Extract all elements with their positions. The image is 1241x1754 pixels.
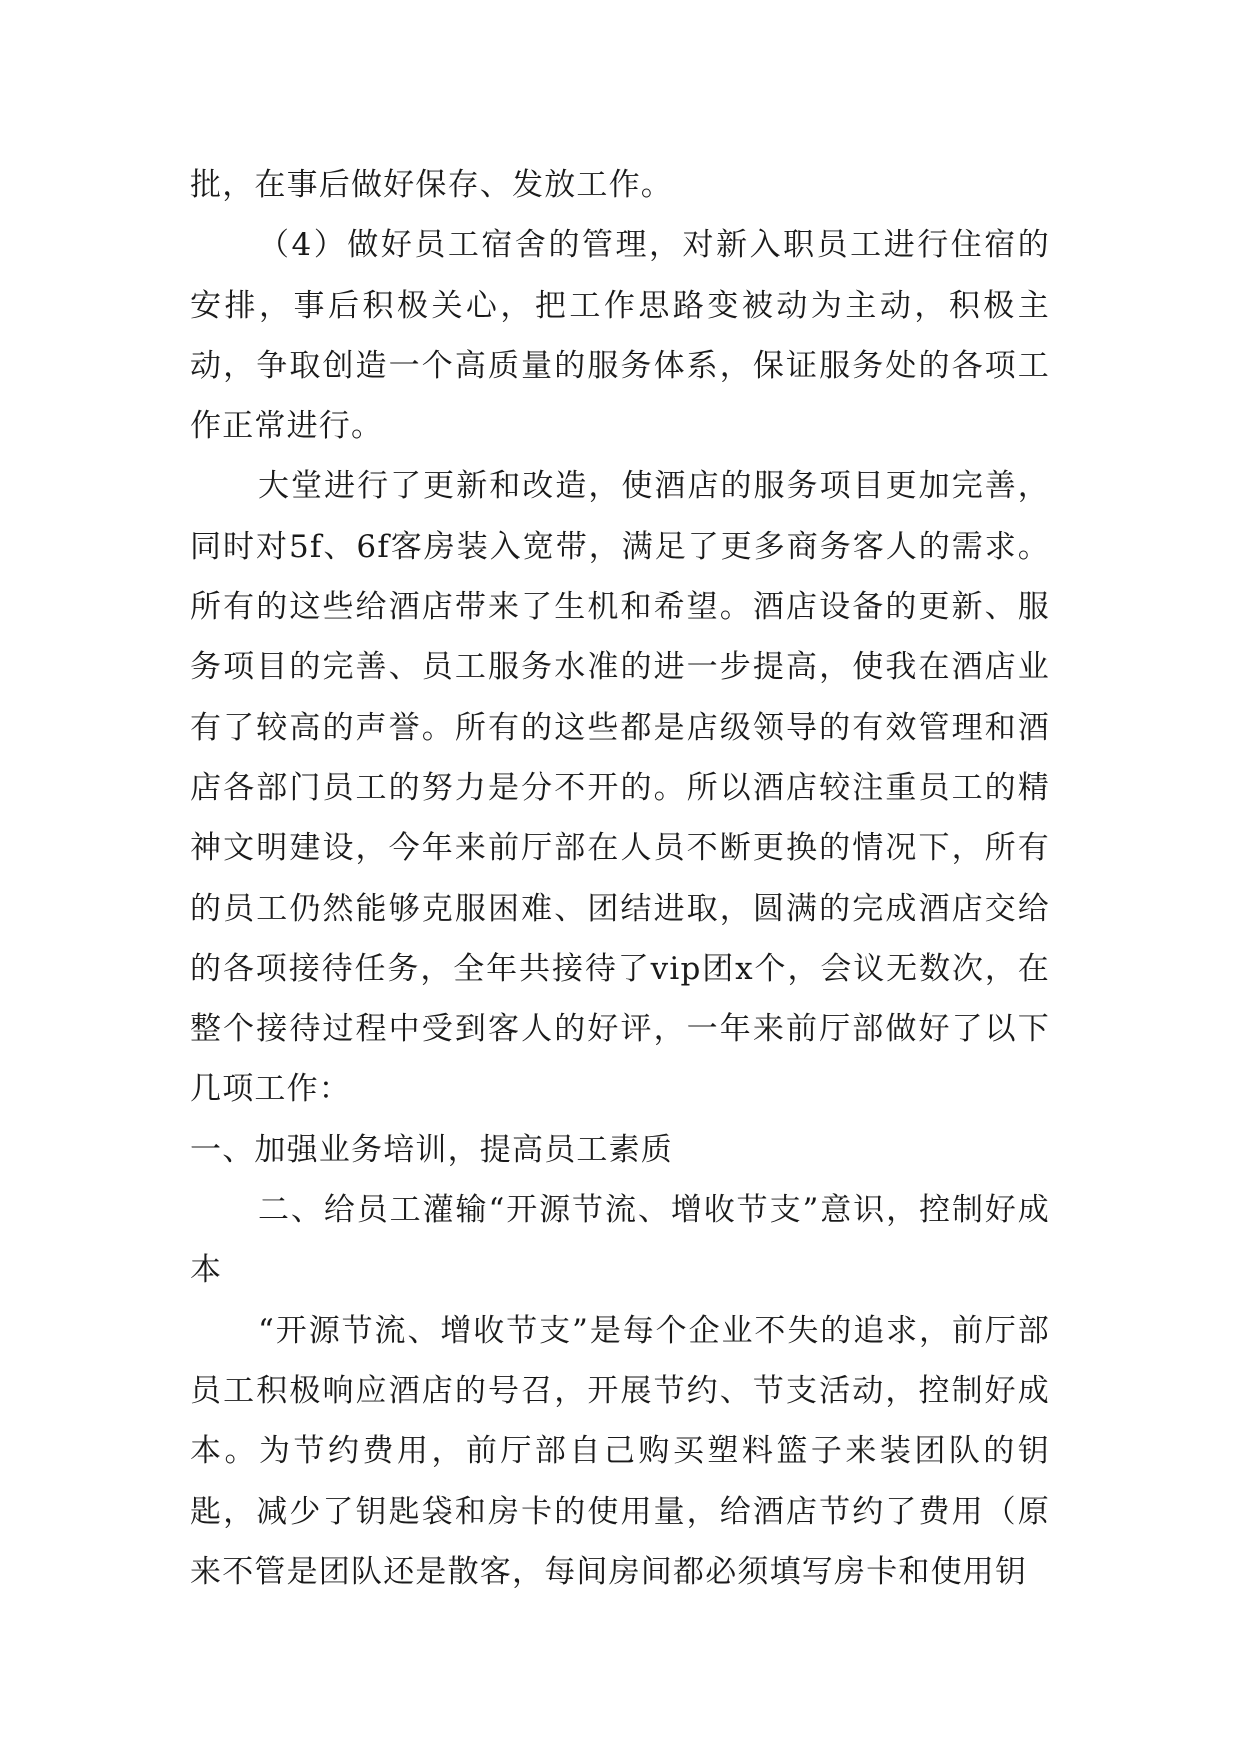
paragraph-1: 批，在事后做好保存、发放工作。 <box>190 167 673 203</box>
section-heading-1: 一、加强业务培训，提高员工素质 <box>190 1131 673 1168</box>
section-heading-2: 二、给员工灌输“开源节流、增收节支”意识，控制好成本 <box>190 1192 1050 1289</box>
paragraph-3: 大堂进行了更新和改造，使酒店的服务项目更加完善，同时对5f、6f客房装入宽带，满足了更多商务客人的需求。所有的这些给酒店带来了生机和希望。酒店设备的更新、服务项目的完善、员工服务水准的进一步提高，使我在酒店业有了较高的声誉。所有的这些都是店级领导的有效管理和酒店各部门员工的努力是分不开的。所以酒店较注重员工的精神文明建设，今年来前厅部在人员不断更换的情况下，所有的员工仍然能够克服困难、团结进取，圆满的完成酒店交给的各项接待任务，全年共接待了vip团x个，会议无数次，在整个接待过程中受到客人的好评，一年来前厅部做好了以下几项工作： <box>190 468 1050 1108</box>
document-body <box>190 155 1050 1602</box>
paragraph-4: “开源节流、增收节支”是每个企业不失的追求，前厅部员工积极响应酒店的号召，开展节约、节支活动，控制好成本。为节约费用，前厅部自己购买塑料篮子来装团队的钥匙，减少了钥匙袋和房卡的使用量，给酒店节约了费用（原来不管是团队还是散客，每间房间都必须填写房卡和使用钥 <box>190 1312 1050 1590</box>
paragraph-2: （4）做好员工宿舍的管理，对新入职员工进行住宿的安排，事后积极关心，把工作思路变被动为主动，积极主动，争取创造一个高质量的服务体系，保证服务处的各项工作正常进行。 <box>190 227 1050 445</box>
